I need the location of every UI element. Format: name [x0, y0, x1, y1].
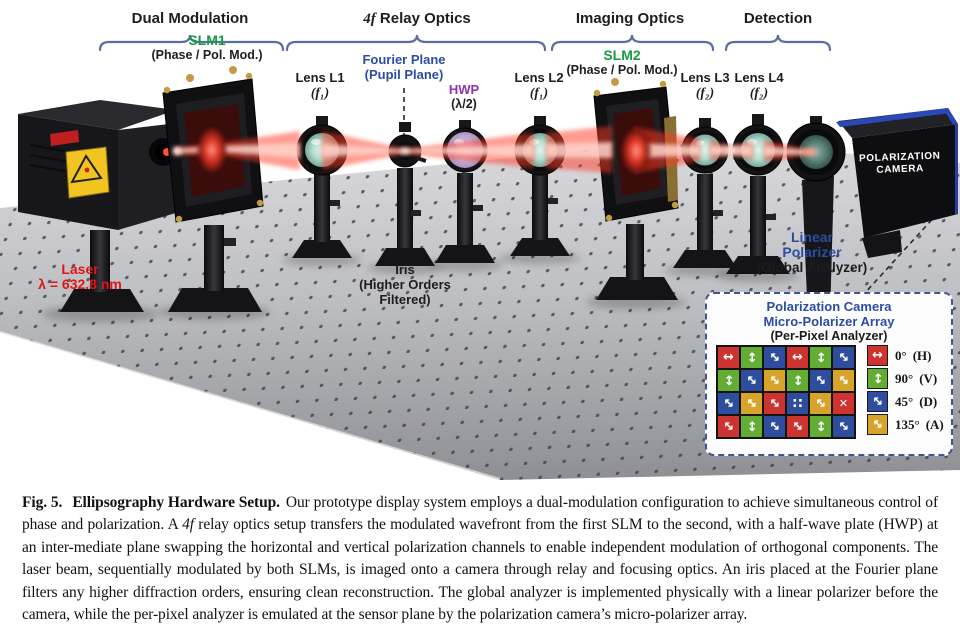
lens-l2-name: Lens L2: [514, 70, 564, 85]
d-arrow-icon: ↔: [834, 371, 853, 390]
laser-wavelength: λ = 632.8 nm: [38, 276, 122, 292]
lens-l3-name: Lens L3: [680, 70, 730, 85]
legend-row-45deg: [867, 391, 944, 412]
laser-warning-label: [66, 147, 109, 198]
v-arrow-icon: ↔: [744, 421, 759, 432]
polarizer-line1: Linear: [790, 229, 833, 245]
polarizer-cell-yellow-d: [764, 370, 785, 391]
iris-line3: Filtered): [379, 292, 431, 307]
polarizer-cell-green-v: [810, 347, 831, 368]
polarizer-cell-blue-d: [833, 416, 854, 437]
d-arrow-icon: ↔: [742, 371, 761, 390]
camera-label-line1: POLARIZATION: [858, 150, 941, 165]
lens-l1-name: Lens L1: [295, 70, 345, 85]
polarizer-cell-blue-d: [810, 370, 831, 391]
section-label-imaging-optics: Imaging Optics: [575, 10, 685, 27]
inset-subtitle: (Per-Pixel Analyzer): [770, 329, 888, 343]
hwp-desc: (λ/2): [451, 97, 477, 111]
slm1-name: SLM1: [188, 32, 226, 48]
d-arrow-icon: ↔: [719, 394, 738, 413]
micro-polarizer-inset: [705, 292, 953, 456]
d-arrow-icon: ↔: [868, 415, 887, 434]
lens-l3-label: [680, 70, 729, 100]
lens-l4-label: [734, 70, 783, 100]
iris-label: [359, 262, 451, 307]
slm2-desc: (Phase / Pol. Mod.): [566, 63, 678, 77]
polarizer-cell-red-x: [833, 393, 854, 414]
caption-body-pre: Our prototype display system employs a dual-modulation configuration to achieve simultaneous control of phase and polarization. A: [22, 494, 939, 534]
micro-polarizer-grid: [716, 345, 856, 439]
lens-l2-focal: (f₁): [529, 85, 549, 100]
camera-label-line2: CAMERA: [876, 163, 925, 176]
lens-l1-focal: (f₁): [310, 85, 330, 100]
polarizer-cell-red-d: [787, 416, 808, 437]
polarizer-cell-green-v: [718, 370, 739, 391]
legend-basis: (V): [919, 370, 938, 386]
fourier-plane-line1: Fourier Plane: [362, 52, 446, 67]
legend-basis: (H): [912, 347, 932, 363]
v-arrow-icon: ↔: [870, 373, 885, 384]
d-arrow-icon: ↔: [742, 394, 761, 413]
hwp-name: HWP: [448, 82, 480, 97]
polarizer-cell-yellow-d: [741, 393, 762, 414]
d-arrow-icon: ↔: [811, 394, 830, 413]
d-arrow-icon: ↔: [834, 417, 853, 436]
legend-angle: 135°: [895, 416, 920, 432]
slm2-name: SLM2: [603, 47, 641, 63]
d-arrow-icon: ↔: [811, 371, 830, 390]
fourier-plane-label: [362, 52, 445, 82]
polarizer-cell-red-h: [787, 347, 808, 368]
polarizer-cell-green-v: [741, 347, 762, 368]
section-label-relay-optics: [363, 10, 471, 28]
d-arrow-icon: ↔: [765, 417, 784, 436]
slm1-desc: (Phase / Pol. Mod.): [151, 48, 263, 62]
camera-faceplate-label: [859, 151, 941, 178]
laser-label: [38, 262, 122, 292]
iris-line2: (Higher Orders: [359, 277, 451, 292]
fourier-plane-line2: (Pupil Plane): [364, 67, 444, 82]
polarizer-cell-yellow-d: [810, 393, 831, 414]
micro-polarizer-legend: [867, 345, 944, 435]
lens-l4-name: Lens L4: [734, 70, 784, 85]
lens-l1-label: [295, 70, 344, 100]
legend-angle: 45°: [895, 393, 914, 409]
v-arrow-icon: ↔: [744, 352, 759, 363]
section-label-dual-modulation: Dual Modulation: [131, 10, 249, 27]
v-arrow-icon: ↔: [721, 375, 736, 386]
polarizer-cell-red-d: [764, 393, 785, 414]
caption-fig-title: Ellipsography Hardware Setup.: [72, 494, 280, 511]
polarizer-cell-red-d: [718, 416, 739, 437]
polarizer-cell-green-v: [741, 416, 762, 437]
d-arrow-icon: ↔: [868, 392, 887, 411]
polarizer-cell-blue-d: [718, 393, 739, 414]
iris-line1: Iris: [395, 262, 415, 277]
d-arrow-icon: ↔: [765, 371, 784, 390]
inset-title-line1: Polarization Camera: [766, 299, 892, 314]
d-arrow-icon: ↔: [765, 348, 784, 367]
d-arrow-icon: ↔: [788, 417, 807, 436]
legend-angle: 90°: [895, 370, 914, 386]
dots-arrow-icon: ∷: [792, 395, 803, 412]
slm1-label: [151, 33, 262, 63]
polarizer-cell-green-v: [787, 370, 808, 391]
h-arrow-icon: ↔: [723, 350, 734, 365]
legend-row-90deg: [867, 368, 944, 389]
v-arrow-icon: ↔: [813, 421, 828, 432]
polarizer-cell-red-h: [718, 347, 739, 368]
relay-4f-italic: 4f: [363, 11, 376, 27]
polarizer-line3: (Global Analyzer): [756, 260, 868, 275]
h-arrow-icon: ↔: [872, 348, 883, 363]
polarizer-cell-blue-d: [764, 416, 785, 437]
polarizer-cell-blue-dots: [787, 393, 808, 414]
figure-caption: [0, 480, 960, 639]
relay-rest: Relay Optics: [375, 10, 471, 27]
polarizer-line2: Polarizer: [782, 244, 842, 260]
legend-angle: 0°: [895, 347, 907, 363]
linear-polarizer-label: [757, 230, 868, 275]
h-arrow-icon: ↔: [792, 350, 803, 365]
legend-swatch-green: [867, 368, 888, 389]
lens-l3-focal: (f₂): [695, 85, 715, 100]
section-label-detection: Detection: [743, 10, 813, 27]
polarizer-cell-green-v: [810, 416, 831, 437]
laser-name: Laser: [61, 261, 99, 277]
legend-basis: (D): [919, 393, 938, 409]
v-arrow-icon: ↔: [813, 352, 828, 363]
d-arrow-icon: ↔: [834, 348, 853, 367]
legend-swatch-yellow: [867, 414, 888, 435]
inset-title-line2: Micro-Polarizer Array: [763, 314, 895, 329]
polarizer-cell-yellow-d: [833, 370, 854, 391]
polarizer-cell-blue-d: [833, 347, 854, 368]
legend-row-135deg: [867, 414, 944, 435]
brace-detection: [726, 35, 830, 50]
legend-swatch-blue: [867, 391, 888, 412]
caption-fig-label: Fig. 5.: [22, 494, 63, 511]
caption-body-italic: 4f: [182, 516, 194, 534]
slm2-label: [566, 48, 677, 78]
lens-l2-label: [514, 70, 563, 100]
x-arrow-icon: ✕: [838, 397, 849, 410]
polarizer-cell-blue-d: [764, 347, 785, 368]
lens-l4-focal: (f₂): [749, 85, 769, 100]
caption-body-post: relay optics setup transfers the modulated wavefront from the first SLM to the second, with a half-wave plate (HWP) at an inter-mediate plane swapping the horizontal and vertical polarization channels to enable independent modulation of orthogonal components. The laser beam, sequentially modulated by both SLMs, is imaged onto a camera through relay and focusing optics. An iris placed at the Fourier plane filters any higher diffraction orders, ensuring clean reconstruction. The global analyzer is implemented physically with a linear polarizer before the camera, while the per-pixel analyzer is emulated at the sensor plane by the polarization camera’s micro-polarizer array.: [22, 516, 938, 624]
legend-swatch-red: [867, 345, 888, 366]
polarizer-cell-blue-d: [741, 370, 762, 391]
legend-basis: (A): [925, 416, 944, 432]
d-arrow-icon: ↔: [765, 394, 784, 413]
v-arrow-icon: ↔: [790, 375, 805, 386]
hwp-label: [449, 82, 479, 112]
legend-row-0deg: [867, 345, 944, 366]
brace-relay-optics: [287, 35, 545, 50]
d-arrow-icon: ↔: [719, 417, 738, 436]
